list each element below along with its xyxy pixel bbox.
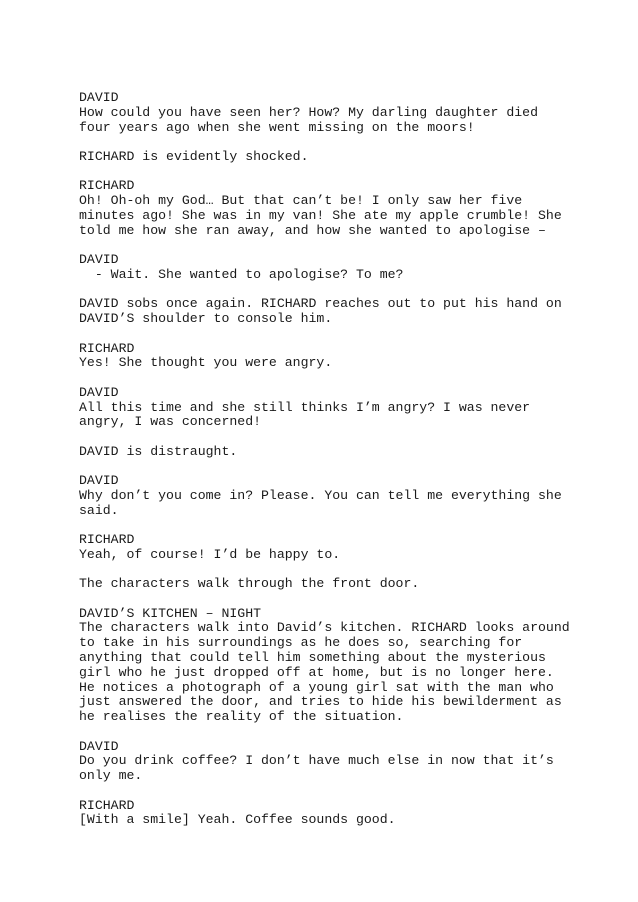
- dialogue-line: told me how she ran away, and how she wanted to apologise –: [79, 222, 546, 238]
- action-line: girl who he just dropped off at home, but is no longer here.: [79, 664, 554, 680]
- dialogue-line: Do you drink coffee? I don’t have much else in now that it’s: [79, 753, 554, 769]
- dialogue-block: [79, 253, 599, 283]
- dialogue-line: four years ago when she went missing on the moors!: [79, 119, 475, 135]
- dialogue-line: minutes ago! She was in my van! She ate my apple crumble! She: [79, 207, 562, 223]
- character-name: DAVID: [79, 384, 119, 400]
- dialogue-line: only me.: [79, 768, 143, 784]
- action-block: [79, 150, 599, 165]
- action-line: to take in his surroundings as he does so, searching for: [79, 635, 523, 651]
- action-block: [79, 445, 599, 460]
- action-line: He notices a photograph of a young girl sat with the man who: [79, 679, 554, 695]
- dialogue-line: How could you have seen her? How? My darling daughter died: [79, 104, 538, 120]
- scene-heading: DAVID’S KITCHEN – NIGHT: [79, 605, 262, 621]
- dialogue-line: angry, I was concerned!: [79, 414, 262, 430]
- dialogue-block: [79, 799, 599, 829]
- action-line: just answered the door, and tries to hide his bewilderment as: [79, 694, 562, 710]
- script-page: [79, 91, 599, 843]
- action-block: [79, 577, 599, 592]
- character-name: DAVID: [79, 90, 119, 105]
- action-line: he realises the reality of the situation.: [79, 709, 404, 725]
- action-line: RICHARD is evidently shocked.: [79, 148, 309, 164]
- dialogue-line: All this time and she still thinks I’m angry? I was never: [79, 399, 531, 415]
- dialogue-line: [With a smile] Yeah. Coffee sounds good.: [79, 812, 396, 828]
- action-line: DAVID’S shoulder to console him.: [79, 311, 333, 327]
- dialogue-block: [79, 386, 599, 430]
- action-line: DAVID is distraught.: [79, 443, 238, 459]
- action-line: The characters walk through the front door.: [79, 576, 420, 592]
- character-name: DAVID: [79, 473, 119, 489]
- dialogue-block: [79, 179, 599, 238]
- character-name: RICHARD: [79, 532, 135, 548]
- dialogue-line: Yes! She thought you were angry.: [79, 355, 333, 371]
- dialogue-block: [79, 342, 599, 372]
- dialogue-line: said.: [79, 502, 119, 518]
- scene-block: [79, 607, 599, 725]
- character-name: DAVID: [79, 738, 119, 754]
- action-line: The characters walk into David’s kitchen. RICHARD looks around: [79, 620, 570, 636]
- action-line: anything that could tell him something about the mysterious: [79, 650, 546, 666]
- dialogue-block: [79, 533, 599, 563]
- character-name: RICHARD: [79, 340, 135, 356]
- character-name: RICHARD: [79, 797, 135, 813]
- action-line: DAVID sobs once again. RICHARD reaches out to put his hand on: [79, 296, 562, 312]
- dialogue-block: [79, 474, 599, 518]
- dialogue-block: [79, 91, 599, 135]
- character-name: DAVID: [79, 252, 119, 268]
- dialogue-line: Yeah, of course! I’d be happy to.: [79, 546, 341, 562]
- dialogue-line: Oh! Oh-oh my God… But that can’t be! I only saw her five: [79, 193, 523, 209]
- dialogue-line: Why don’t you come in? Please. You can tell me everything she: [79, 487, 562, 503]
- character-name: RICHARD: [79, 178, 135, 194]
- action-block: [79, 297, 599, 327]
- dialogue-line: - Wait. She wanted to apologise? To me?: [79, 266, 404, 282]
- dialogue-block: [79, 740, 599, 784]
